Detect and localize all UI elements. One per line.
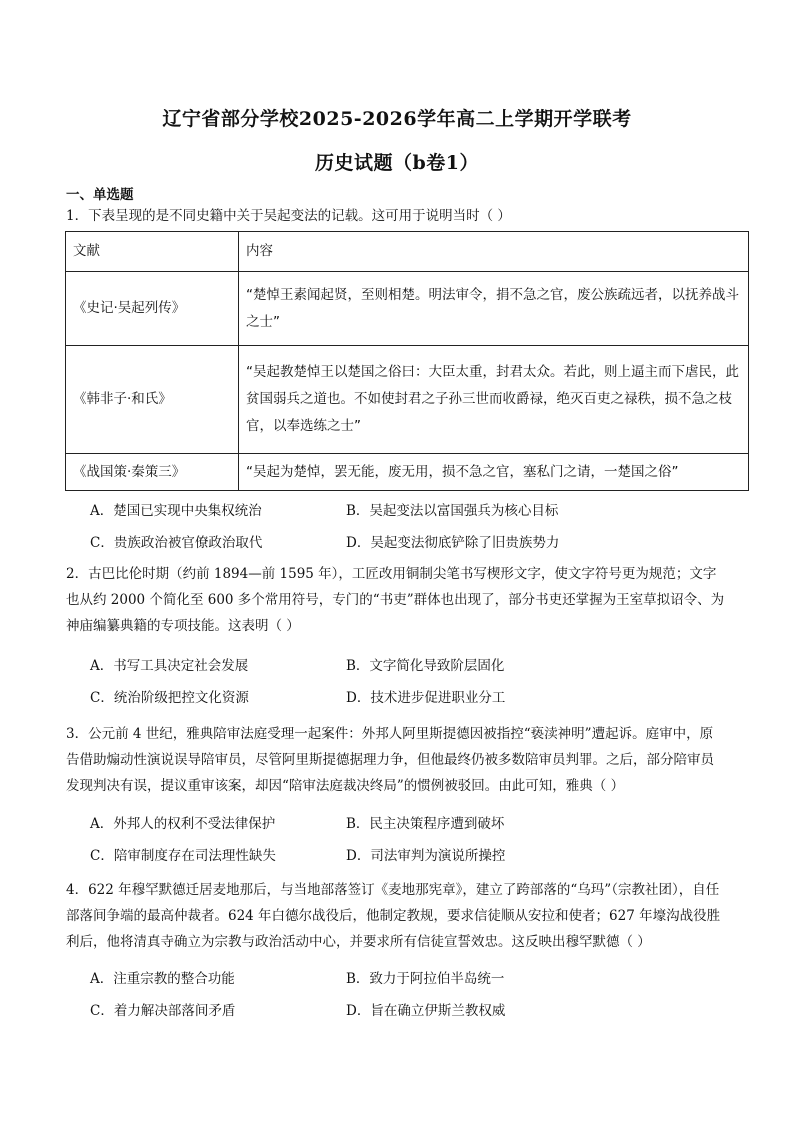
question-3-options — [90, 808, 730, 872]
question-2-stem: 2．古巴比伦时期（约前 1894—前 1595 年），工匠改用铜制尖笔书写楔形文字，使文字符号更为规范；文字也从约 2000 个简化至 600 多个常用符号，专门的“书吏”群体也出现了，部分书吏还掌握为王室草拟诏令、为神庙编纂典籍的专项技能。这表明（ ） — [66, 566, 725, 634]
option-b: B．民主决策程序遭到破坏 — [346, 816, 505, 832]
question-4-options — [90, 963, 730, 1027]
option-d: D．技术进步促进职业分工 — [346, 690, 506, 706]
table-cell-source: 《战国策·秦策三》 — [66, 454, 239, 491]
option-d: D．旨在确立伊斯兰教权威 — [346, 1003, 506, 1019]
table-cell-content: “楚悼王素闻起贤，至则相楚。明法审令，捐不急之官，废公族疏远者，以抚养战斗之士” — [239, 272, 749, 346]
table-header-source: 文献 — [66, 232, 239, 272]
option-a: A．注重宗教的整合功能 — [90, 971, 235, 987]
question-1-table — [65, 231, 749, 491]
section-heading: 一、单选题 — [66, 187, 134, 203]
option-c: C．贵族政治被官僚政治取代 — [90, 535, 263, 551]
option-c: C．着力解决部落间矛盾 — [90, 1003, 236, 1019]
question-4-stem: 4．622 年穆罕默德迁居麦地那后，与当地部落签订《麦地那宪章》，建立了跨部落的“乌玛”（宗教社团），自任部落间争端的最高仲裁者。624 年白德尔战役后，他制定教规，要求信徒顺从安拉和使者；627 年壕沟战役胜利后，他将清真寺确立为宗教与政治活动中心，并要求所有信徒宣誓效忠。这反映出穆罕默德（ ） — [66, 882, 721, 950]
question-2-options — [90, 650, 730, 714]
table-header-content: 内容 — [239, 232, 749, 272]
option-d: D．司法审判为演说所操控 — [346, 848, 506, 864]
option-b: B．文字简化导致阶层固化 — [346, 658, 505, 674]
table-row — [66, 454, 749, 491]
table-header-row — [66, 232, 749, 272]
option-c: C．陪审制度存在司法理性缺失 — [90, 848, 276, 864]
option-a: A．外邦人的权利不受法律保护 — [90, 816, 276, 832]
table-row — [66, 346, 749, 454]
table-cell-source: 《韩非子·和氏》 — [66, 346, 239, 454]
exam-subtitle: 历史试题（b卷1） — [314, 152, 479, 174]
question-3-stem: 3．公元前 4 世纪，雅典陪审法庭受理一起案件：外邦人阿里斯提德因被指控“亵渎神明”遭起诉。庭审中，原告借助煽动性演说误导陪审员，尽管阿里斯提德据理力争，但他最终仍被多数陪审员判罪。之后，部分陪审员发现判决有误，提议重审该案，却因“陪审法庭裁决终局”的惯例被驳回。由此可知，雅典（ ） — [66, 726, 714, 794]
option-b: B．吴起变法以富国强兵为核心目标 — [346, 503, 559, 519]
option-a: A．书写工具决定社会发展 — [90, 658, 249, 674]
table-row — [66, 272, 749, 346]
question-1-options — [90, 495, 730, 559]
option-d: D．吴起变法彻底铲除了旧贵族势力 — [346, 535, 560, 551]
question-1-stem: 1．下表呈现的是不同史籍中关于吴起变法的记载。这可用于说明当时（ ） — [66, 208, 511, 224]
table-cell-content: “吴起为楚悼，罢无能，废无用，损不急之官，塞私门之请，一楚国之俗” — [239, 454, 749, 491]
table-cell-content: “吴起教楚悼王以楚国之俗曰：大臣太重，封君太众。若此，则上逼主而下虐民，此贫国弱兵之道也。不如使封君之子孙三世而收爵禄，绝灭百吏之禄秩，损不急之枝官，以奉选练之士” — [239, 346, 749, 454]
option-a: A．楚国已实现中央集权统治 — [90, 503, 262, 519]
option-c: C．统治阶级把控文化资源 — [90, 690, 249, 706]
exam-title: 辽宁省部分学校2025-2026学年高二上学期开学联考 — [162, 108, 632, 130]
option-b: B．致力于阿拉伯半岛统一 — [346, 971, 505, 987]
table-cell-source: 《史记·吴起列传》 — [66, 272, 239, 346]
